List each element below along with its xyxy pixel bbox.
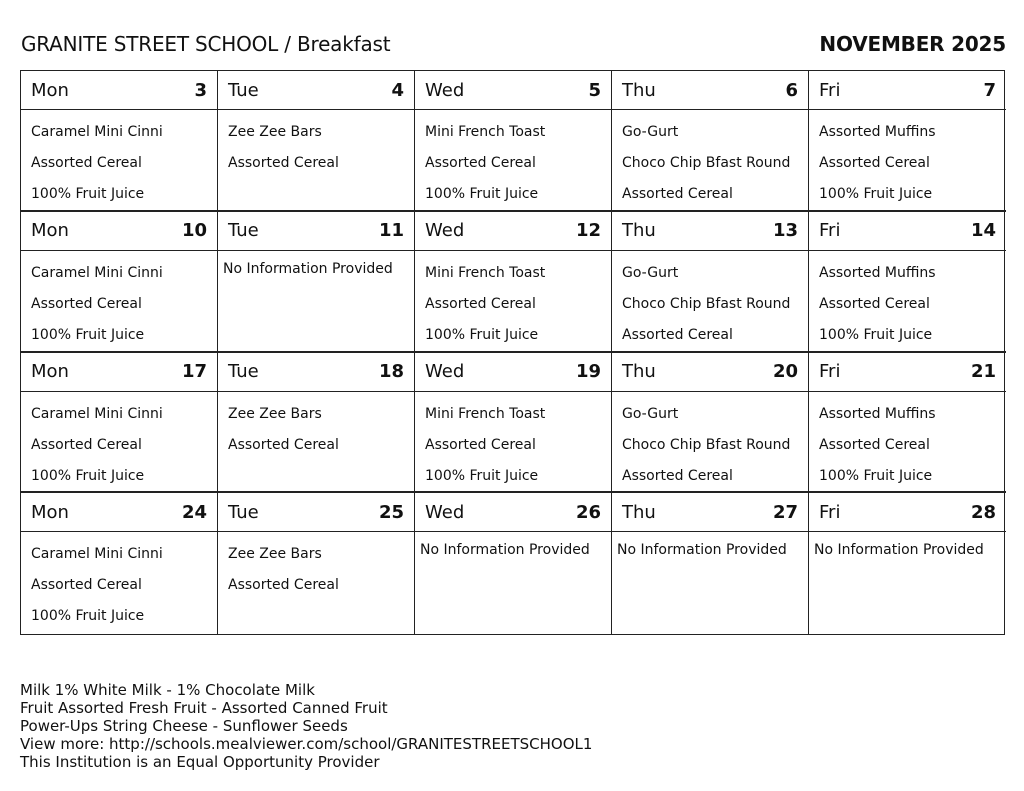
weekday-label: Wed — [425, 79, 465, 101]
menu-calendar-grid — [20, 70, 1005, 635]
menu-item: Choco Chip Bfast Round — [622, 295, 791, 312]
date-number: 28 — [970, 501, 996, 523]
weekday-label: Thu — [622, 361, 656, 382]
no-info-note: No Information Provided — [420, 542, 590, 559]
date-number: 17 — [181, 361, 207, 382]
menu-item-list — [218, 110, 414, 171]
date-number: 6 — [785, 79, 798, 101]
menu-item: Choco Chip Bfast Round — [622, 155, 791, 171]
menu-item: Choco Chip Bfast Round — [622, 436, 791, 453]
weekday-label: Thu — [622, 79, 656, 101]
date-number: 19 — [575, 361, 601, 382]
weekday-label: Mon — [31, 79, 69, 101]
menu-item-list — [809, 392, 1006, 484]
weekday-label: Wed — [425, 220, 465, 242]
menu-item-list — [21, 251, 217, 343]
date-number: 7 — [983, 79, 996, 101]
menu-item: Caramel Mini Cinni — [31, 546, 163, 563]
date-number: 4 — [391, 79, 404, 101]
weekday-label: Thu — [622, 220, 656, 242]
menu-item: 100% Fruit Juice — [819, 467, 933, 484]
weekday-label: Wed — [425, 361, 465, 382]
menu-item-list — [415, 392, 611, 484]
month-label: NOVEMBER 2025 — [819, 32, 1006, 56]
day-header — [415, 353, 611, 392]
date-number: 12 — [575, 220, 601, 242]
date-number: 27 — [772, 501, 798, 523]
day-cell — [809, 493, 1006, 634]
day-header — [21, 212, 217, 251]
date-number: 20 — [772, 361, 798, 382]
no-info-note: No Information Provided — [814, 542, 984, 559]
menu-item-list — [218, 392, 414, 453]
menu-item: Caramel Mini Cinni — [31, 124, 163, 140]
date-number: 26 — [575, 501, 601, 523]
menu-item: Assorted Cereal — [228, 577, 339, 594]
day-header — [218, 353, 414, 392]
menu-item: Assorted Cereal — [819, 295, 930, 312]
menu-item: Assorted Muffins — [819, 124, 936, 140]
weekday-label: Thu — [622, 501, 656, 523]
weekday-label: Mon — [31, 501, 69, 523]
menu-item-list — [415, 110, 611, 202]
menu-item: 100% Fruit Juice — [31, 467, 145, 484]
menu-item: 100% Fruit Juice — [819, 186, 933, 202]
date-number: 21 — [970, 361, 996, 382]
menu-item: 100% Fruit Juice — [819, 326, 933, 343]
weekday-label: Fri — [819, 220, 841, 242]
menu-item: 100% Fruit Juice — [425, 186, 539, 202]
menu-item-list — [612, 110, 808, 202]
menu-item: 100% Fruit Juice — [31, 186, 145, 202]
day-cell — [612, 353, 809, 494]
weekday-label: Fri — [819, 79, 841, 101]
day-cell — [21, 212, 218, 353]
weekday-label: Fri — [819, 501, 841, 523]
menu-item: Assorted Cereal — [228, 436, 339, 453]
date-number: 25 — [378, 501, 404, 523]
menu-item-list — [21, 392, 217, 484]
menu-item: Assorted Cereal — [31, 436, 142, 453]
menu-item: Assorted Cereal — [31, 155, 142, 171]
menu-item: Assorted Cereal — [425, 155, 536, 171]
day-cell — [21, 493, 218, 634]
menu-item: Assorted Cereal — [622, 326, 733, 343]
day-header — [612, 353, 808, 392]
menu-item: Zee Zee Bars — [228, 405, 322, 422]
menu-item: Mini French Toast — [425, 124, 546, 140]
menu-item: Assorted Cereal — [228, 155, 339, 171]
page-title: GRANITE STREET SCHOOL / Breakfast — [21, 32, 391, 56]
footer-line: This Institution is an Equal Opportunity Provider — [20, 753, 380, 771]
weekday-label: Mon — [31, 220, 69, 242]
day-header — [612, 493, 808, 532]
date-number: 14 — [970, 220, 996, 242]
menu-item: Assorted Cereal — [425, 436, 536, 453]
menu-item: Caramel Mini Cinni — [31, 405, 163, 422]
day-cell — [415, 353, 612, 494]
menu-item: Assorted Cereal — [622, 467, 733, 484]
weekday-label: Fri — [819, 361, 841, 382]
day-cell — [218, 71, 415, 212]
day-header — [612, 212, 808, 251]
day-cell — [218, 493, 415, 634]
menu-item: 100% Fruit Juice — [425, 467, 539, 484]
weekday-label: Tue — [228, 361, 259, 382]
menu-item: Assorted Cereal — [819, 155, 930, 171]
menu-item: Go-Gurt — [622, 264, 679, 281]
day-header — [218, 212, 414, 251]
day-cell — [218, 353, 415, 494]
menu-item-list — [612, 251, 808, 343]
date-number: 24 — [181, 501, 207, 523]
menu-item: 100% Fruit Juice — [31, 608, 145, 625]
day-cell — [415, 493, 612, 634]
day-cell — [21, 71, 218, 212]
menu-item: Mini French Toast — [425, 405, 546, 422]
footer-line: Power-Ups String Cheese - Sunflower Seeds — [20, 717, 348, 735]
day-cell — [809, 353, 1006, 494]
date-number: 3 — [194, 79, 207, 101]
menu-item: 100% Fruit Juice — [425, 326, 539, 343]
date-number: 13 — [772, 220, 798, 242]
day-header — [21, 71, 217, 110]
day-header — [21, 493, 217, 532]
menu-item-list — [415, 251, 611, 343]
menu-item-list — [809, 110, 1006, 202]
day-header — [809, 353, 1006, 392]
no-info-note: No Information Provided — [223, 260, 393, 277]
date-number: 5 — [588, 79, 601, 101]
day-header — [809, 71, 1006, 110]
weekday-label: Tue — [228, 501, 259, 523]
day-cell — [21, 353, 218, 494]
weekday-label: Tue — [228, 220, 259, 242]
menu-item: Go-Gurt — [622, 124, 679, 140]
menu-item-list — [809, 251, 1006, 343]
day-cell — [809, 212, 1006, 353]
day-header — [809, 212, 1006, 251]
menu-item: Assorted Cereal — [425, 295, 536, 312]
day-cell — [415, 71, 612, 212]
menu-item: Assorted Cereal — [819, 436, 930, 453]
menu-item: Assorted Muffins — [819, 405, 936, 422]
weekday-label: Mon — [31, 361, 69, 382]
menu-item-list — [612, 392, 808, 484]
menu-item: Mini French Toast — [425, 264, 546, 281]
day-header — [612, 71, 808, 110]
day-header — [218, 493, 414, 532]
day-cell — [612, 212, 809, 353]
menu-item-list — [21, 532, 217, 624]
day-header — [218, 71, 414, 110]
menu-item: Zee Zee Bars — [228, 546, 322, 563]
menu-item: Assorted Cereal — [622, 186, 733, 202]
menu-item: Assorted Muffins — [819, 264, 936, 281]
day-header — [415, 212, 611, 251]
day-header — [21, 353, 217, 392]
menu-item: Caramel Mini Cinni — [31, 264, 163, 281]
day-header — [415, 493, 611, 532]
date-number: 18 — [378, 361, 404, 382]
day-cell — [612, 493, 809, 634]
day-cell — [612, 71, 809, 212]
menu-item: Zee Zee Bars — [228, 124, 322, 140]
day-header — [415, 71, 611, 110]
day-cell — [218, 212, 415, 353]
weekday-label: Tue — [228, 79, 259, 101]
menu-item: Assorted Cereal — [31, 577, 142, 594]
footer-line: Fruit Assorted Fresh Fruit - Assorted Canned Fruit — [20, 699, 388, 717]
date-number: 11 — [378, 220, 404, 242]
footer-notes — [20, 681, 592, 771]
footer-line: Milk 1% White Milk - 1% Chocolate Milk — [20, 681, 315, 699]
date-number: 10 — [181, 220, 207, 242]
day-cell — [809, 71, 1006, 212]
day-header — [809, 493, 1006, 532]
menu-item: 100% Fruit Juice — [31, 326, 145, 343]
weekday-label: Wed — [425, 501, 465, 523]
menu-item-list — [21, 110, 217, 202]
footer-line: View more: http://schools.mealviewer.com/school/GRANITESTREETSCHOOL1 — [20, 735, 593, 753]
day-cell — [415, 212, 612, 353]
no-info-note: No Information Provided — [617, 542, 787, 559]
menu-item: Assorted Cereal — [31, 295, 142, 312]
menu-item-list — [218, 532, 414, 593]
menu-item: Go-Gurt — [622, 405, 679, 422]
